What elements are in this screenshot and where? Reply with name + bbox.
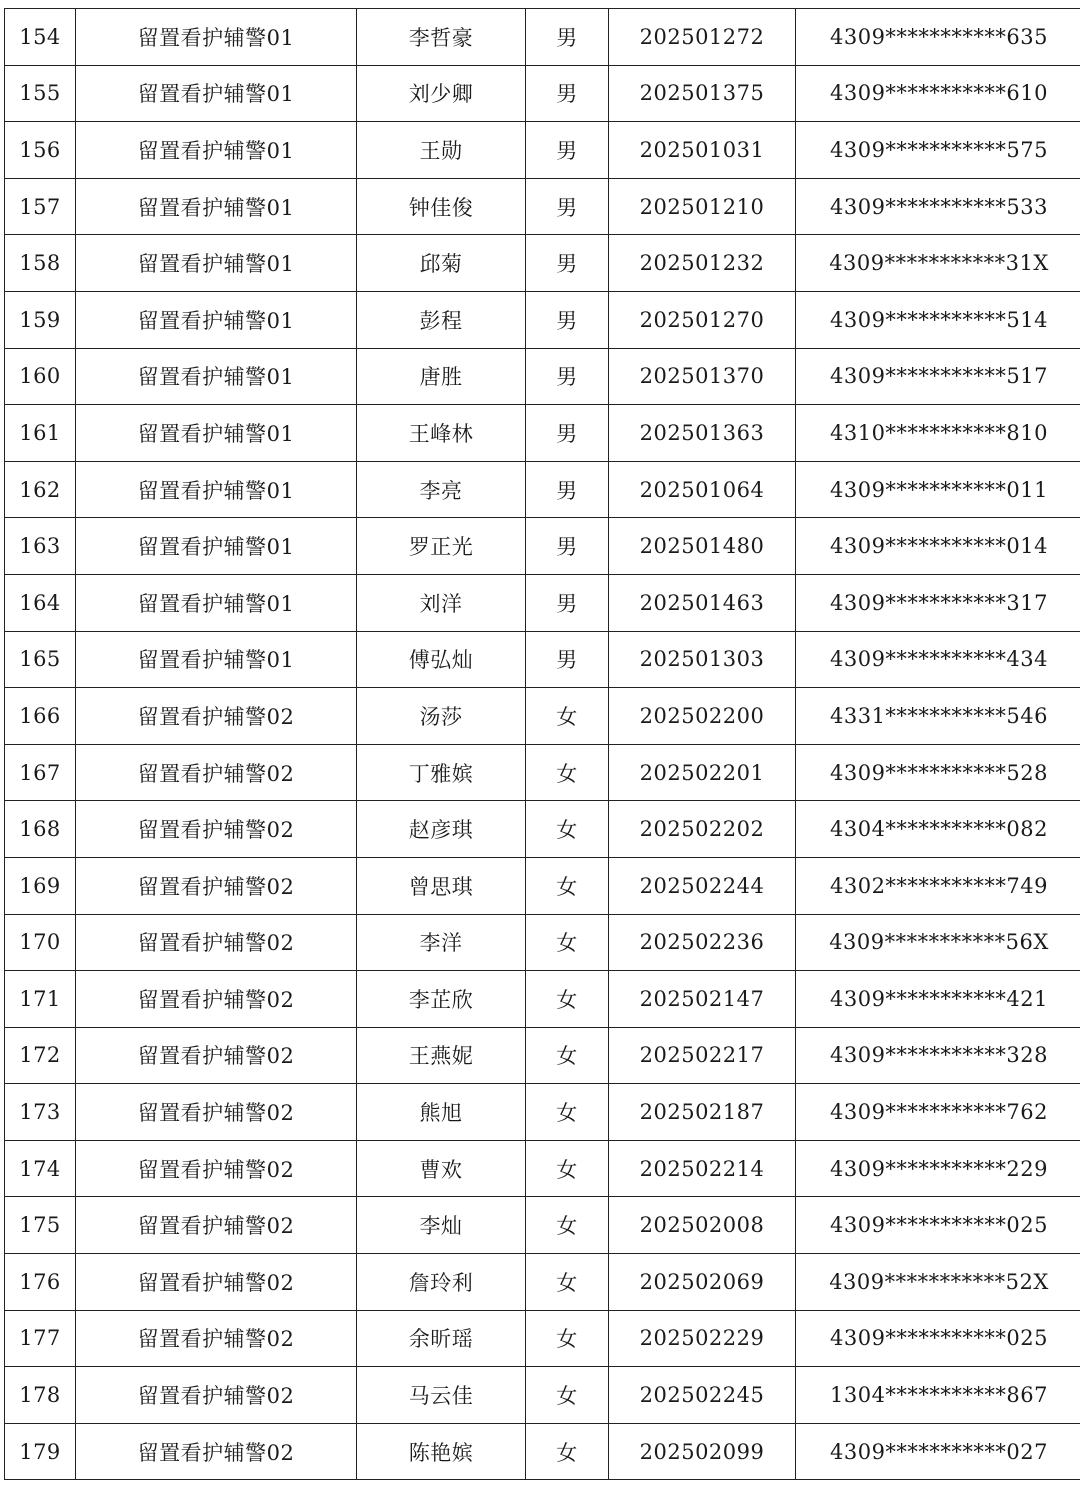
name-cell: 曹欢 [357,1140,526,1197]
id-number-cell: 4309***********56X [796,914,1080,971]
id-number-cell: 4309***********762 [796,1084,1080,1141]
row-number-cell: 169 [5,857,76,914]
table-row [5,65,1080,122]
name-cell: 钟佳俊 [357,178,526,235]
row-number-cell: 166 [5,688,76,745]
position-cell: 留置看护辅警01 [76,348,357,405]
name-cell: 王燕妮 [357,1027,526,1084]
row-number-cell: 162 [5,461,76,518]
row-number-cell: 174 [5,1140,76,1197]
name-cell: 王峰林 [357,405,526,462]
name-cell: 丁雅嫔 [357,744,526,801]
row-number-cell: 175 [5,1197,76,1254]
table-row [5,1254,1080,1311]
table-row [5,857,1080,914]
name-cell: 汤莎 [357,688,526,745]
gender-cell: 女 [526,1254,609,1311]
gender-cell: 男 [526,518,609,575]
id-number-cell: 4304***********082 [796,801,1080,858]
name-cell: 刘少卿 [357,65,526,122]
exam-ticket-cell: 202502202 [609,801,796,858]
table-row [5,1310,1080,1367]
gender-cell: 女 [526,857,609,914]
position-cell: 留置看护辅警01 [76,291,357,348]
position-cell: 留置看护辅警02 [76,1084,357,1141]
position-cell: 留置看护辅警01 [76,461,357,518]
row-number-cell: 159 [5,291,76,348]
row-number-cell: 157 [5,178,76,235]
row-number-cell: 163 [5,518,76,575]
gender-cell: 男 [526,461,609,518]
id-number-cell: 4309***********635 [796,9,1080,66]
id-number-cell: 4309***********229 [796,1140,1080,1197]
position-cell: 留置看护辅警02 [76,1423,357,1480]
name-cell: 李芷欣 [357,971,526,1028]
table-row [5,235,1080,292]
exam-ticket-cell: 202501303 [609,631,796,688]
table-row [5,1367,1080,1424]
exam-ticket-cell: 202502008 [609,1197,796,1254]
row-number-cell: 165 [5,631,76,688]
name-cell: 赵彦琪 [357,801,526,858]
gender-cell: 男 [526,348,609,405]
exam-ticket-cell: 202502236 [609,914,796,971]
gender-cell: 男 [526,122,609,179]
row-number-cell: 171 [5,971,76,1028]
id-number-cell: 4309***********027 [796,1423,1080,1480]
name-cell: 李灿 [357,1197,526,1254]
exam-ticket-cell: 202501375 [609,65,796,122]
position-cell: 留置看护辅警02 [76,744,357,801]
position-cell: 留置看护辅警02 [76,1027,357,1084]
name-cell: 陈艳嫔 [357,1423,526,1480]
table-row [5,914,1080,971]
position-cell: 留置看护辅警01 [76,518,357,575]
exam-ticket-cell: 202501463 [609,574,796,631]
table-row [5,405,1080,462]
row-number-cell: 160 [5,348,76,405]
exam-ticket-cell: 202502147 [609,971,796,1028]
name-cell: 余昕瑶 [357,1310,526,1367]
name-cell: 李亮 [357,461,526,518]
name-cell: 邱菊 [357,235,526,292]
row-number-cell: 155 [5,65,76,122]
row-number-cell: 161 [5,405,76,462]
exam-ticket-cell: 202502244 [609,857,796,914]
name-cell: 傅弘灿 [357,631,526,688]
gender-cell: 女 [526,744,609,801]
name-cell: 王勋 [357,122,526,179]
name-cell: 马云佳 [357,1367,526,1424]
name-cell: 李哲豪 [357,9,526,66]
position-cell: 留置看护辅警02 [76,1310,357,1367]
exam-ticket-cell: 202501210 [609,178,796,235]
id-number-cell: 4309***********31X [796,235,1080,292]
position-cell: 留置看护辅警02 [76,1254,357,1311]
gender-cell: 女 [526,1197,609,1254]
id-number-cell: 4302***********749 [796,857,1080,914]
exam-ticket-cell: 202502201 [609,744,796,801]
id-number-cell: 4309***********52X [796,1254,1080,1311]
gender-cell: 女 [526,971,609,1028]
row-number-cell: 178 [5,1367,76,1424]
id-number-cell: 4309***********514 [796,291,1080,348]
candidate-table-body [5,9,1080,1480]
table-row [5,1140,1080,1197]
table-row [5,744,1080,801]
row-number-cell: 158 [5,235,76,292]
name-cell: 刘洋 [357,574,526,631]
exam-ticket-cell: 202502229 [609,1310,796,1367]
table-row [5,518,1080,575]
position-cell: 留置看护辅警01 [76,178,357,235]
table-row [5,1197,1080,1254]
exam-ticket-cell: 202502217 [609,1027,796,1084]
id-number-cell: 4309***********025 [796,1310,1080,1367]
table-row [5,1027,1080,1084]
table-row [5,348,1080,405]
position-cell: 留置看护辅警02 [76,857,357,914]
position-cell: 留置看护辅警02 [76,688,357,745]
id-number-cell: 4309***********434 [796,631,1080,688]
table-row [5,801,1080,858]
exam-ticket-cell: 202501031 [609,122,796,179]
table-row [5,631,1080,688]
exam-ticket-cell: 202502069 [609,1254,796,1311]
row-number-cell: 164 [5,574,76,631]
table-row [5,9,1080,66]
row-number-cell: 179 [5,1423,76,1480]
id-number-cell: 4309***********328 [796,1027,1080,1084]
position-cell: 留置看护辅警02 [76,1367,357,1424]
row-number-cell: 154 [5,9,76,66]
position-cell: 留置看护辅警02 [76,1140,357,1197]
row-number-cell: 156 [5,122,76,179]
candidate-table [4,8,1080,1480]
id-number-cell: 4309***********575 [796,122,1080,179]
exam-ticket-cell: 202502099 [609,1423,796,1480]
table-row [5,1084,1080,1141]
table-row [5,461,1080,518]
name-cell: 詹玲利 [357,1254,526,1311]
name-cell: 罗正光 [357,518,526,575]
id-number-cell: 4309***********517 [796,348,1080,405]
id-number-cell: 4309***********533 [796,178,1080,235]
exam-ticket-cell: 202501270 [609,291,796,348]
row-number-cell: 167 [5,744,76,801]
id-number-cell: 1304***********867 [796,1367,1080,1424]
id-number-cell: 4309***********610 [796,65,1080,122]
gender-cell: 男 [526,178,609,235]
gender-cell: 女 [526,1310,609,1367]
position-cell: 留置看护辅警02 [76,971,357,1028]
id-number-cell: 4309***********011 [796,461,1080,518]
id-number-cell: 4310***********810 [796,405,1080,462]
name-cell: 曾思琪 [357,857,526,914]
exam-ticket-cell: 202502214 [609,1140,796,1197]
candidate-table-container [4,8,1076,1480]
gender-cell: 女 [526,1423,609,1480]
gender-cell: 男 [526,9,609,66]
row-number-cell: 176 [5,1254,76,1311]
position-cell: 留置看护辅警01 [76,574,357,631]
gender-cell: 男 [526,574,609,631]
id-number-cell: 4309***********317 [796,574,1080,631]
gender-cell: 女 [526,1367,609,1424]
exam-ticket-cell: 202501370 [609,348,796,405]
position-cell: 留置看护辅警01 [76,631,357,688]
exam-ticket-cell: 202502187 [609,1084,796,1141]
exam-ticket-cell: 202501363 [609,405,796,462]
position-cell: 留置看护辅警02 [76,1197,357,1254]
table-row [5,1423,1080,1480]
exam-ticket-cell: 202502245 [609,1367,796,1424]
gender-cell: 男 [526,291,609,348]
exam-ticket-cell: 202502200 [609,688,796,745]
position-cell: 留置看护辅警01 [76,9,357,66]
position-cell: 留置看护辅警02 [76,914,357,971]
name-cell: 唐胜 [357,348,526,405]
table-row [5,574,1080,631]
gender-cell: 男 [526,405,609,462]
gender-cell: 女 [526,914,609,971]
id-number-cell: 4309***********421 [796,971,1080,1028]
id-number-cell: 4309***********528 [796,744,1080,801]
table-row [5,688,1080,745]
name-cell: 李洋 [357,914,526,971]
id-number-cell: 4309***********014 [796,518,1080,575]
gender-cell: 女 [526,1027,609,1084]
position-cell: 留置看护辅警01 [76,235,357,292]
position-cell: 留置看护辅警02 [76,801,357,858]
position-cell: 留置看护辅警01 [76,122,357,179]
gender-cell: 男 [526,235,609,292]
row-number-cell: 177 [5,1310,76,1367]
exam-ticket-cell: 202501064 [609,461,796,518]
exam-ticket-cell: 202501232 [609,235,796,292]
exam-ticket-cell: 202501272 [609,9,796,66]
gender-cell: 男 [526,631,609,688]
gender-cell: 女 [526,801,609,858]
position-cell: 留置看护辅警01 [76,65,357,122]
table-row [5,291,1080,348]
position-cell: 留置看护辅警01 [76,405,357,462]
row-number-cell: 168 [5,801,76,858]
gender-cell: 男 [526,65,609,122]
gender-cell: 女 [526,688,609,745]
table-row [5,971,1080,1028]
row-number-cell: 173 [5,1084,76,1141]
name-cell: 彭程 [357,291,526,348]
row-number-cell: 170 [5,914,76,971]
id-number-cell: 4331***********546 [796,688,1080,745]
row-number-cell: 172 [5,1027,76,1084]
name-cell: 熊旭 [357,1084,526,1141]
gender-cell: 女 [526,1084,609,1141]
table-row [5,178,1080,235]
gender-cell: 女 [526,1140,609,1197]
id-number-cell: 4309***********025 [796,1197,1080,1254]
exam-ticket-cell: 202501480 [609,518,796,575]
table-row [5,122,1080,179]
